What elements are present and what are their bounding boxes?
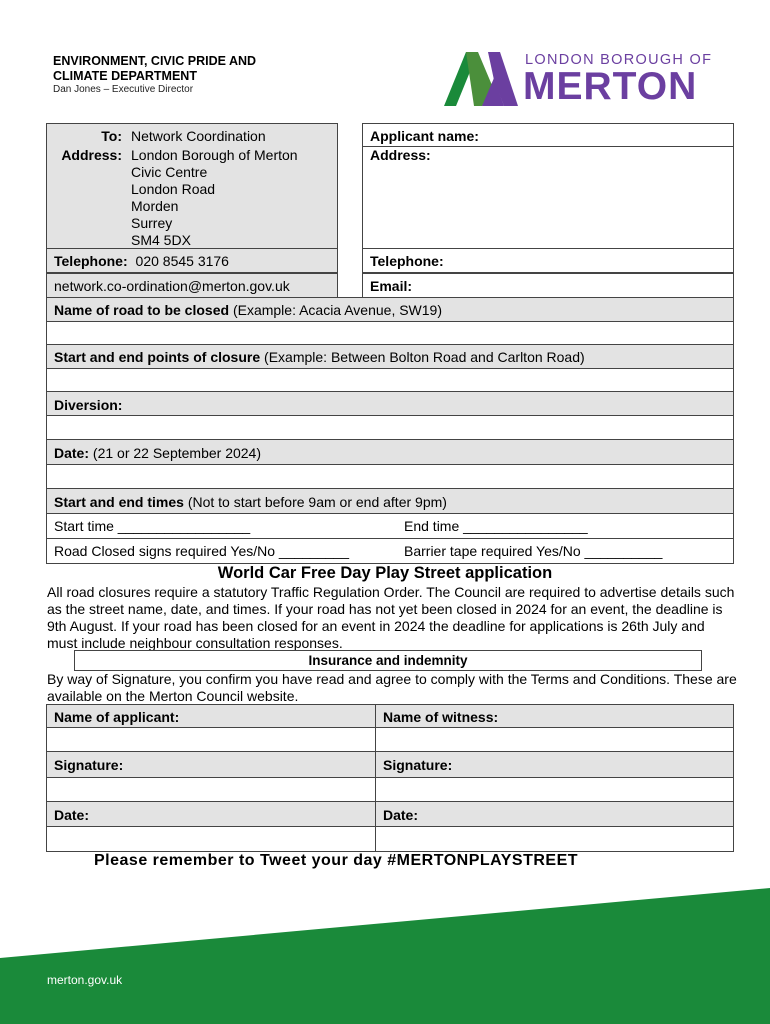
council-email-row xyxy=(46,273,338,298)
date-header xyxy=(46,439,734,465)
applicant-email-label: Email: xyxy=(370,278,413,294)
road-name-label: Name of road to be closed xyxy=(54,302,230,318)
witness-name-input[interactable] xyxy=(375,727,734,752)
telephone-value: 020 8545 3176 xyxy=(135,253,229,269)
times-header xyxy=(46,488,734,514)
closure-points-hint: (Example: Between Bolton Road and Carlton Road) xyxy=(264,349,585,365)
diversion-header xyxy=(46,391,734,416)
diversion-input[interactable] xyxy=(46,415,734,440)
logo-merton-text: MERTON xyxy=(523,65,698,108)
footer-green-band xyxy=(0,880,770,1024)
times-hint: (Not to start before 9am or end after 9pm) xyxy=(187,494,447,510)
insurance-heading: Insurance and indemnity xyxy=(74,650,702,671)
applicant-signature-input[interactable] xyxy=(46,777,376,802)
date-hint: (21 or 22 September 2024) xyxy=(92,445,262,461)
witness-date-label: Date: xyxy=(383,807,419,823)
closure-points-header xyxy=(46,344,734,369)
footer-url-link[interactable]: merton.gov.uk xyxy=(47,973,123,987)
applicant-name-label: Applicant name: xyxy=(370,128,479,144)
signature-text: By way of Signature, you confirm you have read and agree to comply with the Terms and Conditions. These are available on the Merton Council website. xyxy=(47,671,737,704)
signs-row xyxy=(46,538,734,564)
director-name: Dan Jones – Executive Director xyxy=(53,84,194,95)
closure-points-input[interactable] xyxy=(46,368,734,392)
telephone-label: Telephone: xyxy=(54,253,128,269)
applicant-address-label: Address: xyxy=(370,147,431,163)
merton-logo-icon xyxy=(444,50,520,108)
applicant-signature-label: Signature: xyxy=(54,757,124,773)
address-line: SM4 5DX xyxy=(131,232,191,248)
witness-name-header xyxy=(375,704,734,728)
road-name-input[interactable] xyxy=(46,321,734,345)
department-name: ENVIRONMENT, CIVIC PRIDE AND CLIMATE DEPARTMENT xyxy=(53,54,257,83)
to-value: Network Coordination xyxy=(131,128,266,144)
applicant-name-header xyxy=(46,704,376,728)
date-label: Date: xyxy=(54,445,90,461)
applicant-email-field[interactable] xyxy=(362,273,734,298)
application-text: All road closures require a statutory Traffic Regulation Order. The Council are required to advertise details such as the street name, date, and times. If your road has not yet been closed in 2024 for an event, the deadline is 9th August. If your road has been closed for an event in 2024 the deadline for applications is 26th July and must include neighbour consultation responses. xyxy=(47,584,735,651)
witness-signature-input[interactable] xyxy=(375,777,734,802)
to-label: To: xyxy=(101,128,122,144)
applicant-box[interactable] xyxy=(362,123,734,249)
applicant-date-header xyxy=(46,801,376,827)
witness-signature-label: Signature: xyxy=(383,757,453,773)
date-input[interactable] xyxy=(46,464,734,489)
to-address-box xyxy=(46,123,338,249)
witness-date-header xyxy=(375,801,734,827)
start-time-field[interactable]: Start time _________________ xyxy=(54,518,251,534)
applicant-telephone-field[interactable] xyxy=(362,248,734,273)
barrier-tape-field[interactable]: Barrier tape required Yes/No __________ xyxy=(404,543,663,559)
closure-points-label: Start and end points of closure xyxy=(54,349,261,365)
times-row xyxy=(46,513,734,539)
council-telephone-row xyxy=(46,248,338,273)
applicant-date-input[interactable] xyxy=(46,826,376,852)
address-line: London Borough of Merton xyxy=(131,147,298,163)
witness-name-label: Name of witness: xyxy=(383,709,499,725)
applicant-telephone-label: Telephone: xyxy=(370,253,444,269)
witness-signature-header xyxy=(375,751,734,778)
address-line: Morden xyxy=(131,198,179,214)
council-email: network.co-ordination@merton.gov.uk xyxy=(54,278,290,294)
road-name-hint: (Example: Acacia Avenue, SW19) xyxy=(232,302,443,318)
address-line: Civic Centre xyxy=(131,164,208,180)
applicant-date-label: Date: xyxy=(54,807,90,823)
applicant-name-sig-label: Name of applicant: xyxy=(54,709,180,725)
logo-borough-text: LONDON BOROUGH OF xyxy=(525,52,713,68)
address-label: Address: xyxy=(61,147,122,163)
address-line: London Road xyxy=(131,181,216,197)
applicant-signature-header xyxy=(46,751,376,778)
application-title: World Car Free Day Play Street application xyxy=(217,564,553,582)
diversion-label: Diversion: xyxy=(54,397,123,413)
end-time-field[interactable]: End time ________________ xyxy=(404,518,588,534)
witness-date-input[interactable] xyxy=(375,826,734,852)
applicant-name-input[interactable] xyxy=(46,727,376,752)
address-line: Surrey xyxy=(131,215,173,231)
tweet-reminder: Please remember to Tweet your day #MERTONPLAYSTREET xyxy=(94,852,579,869)
road-signs-field[interactable]: Road Closed signs required Yes/No _________ xyxy=(54,543,349,559)
road-name-header xyxy=(46,297,734,322)
times-label: Start and end times xyxy=(54,494,184,510)
